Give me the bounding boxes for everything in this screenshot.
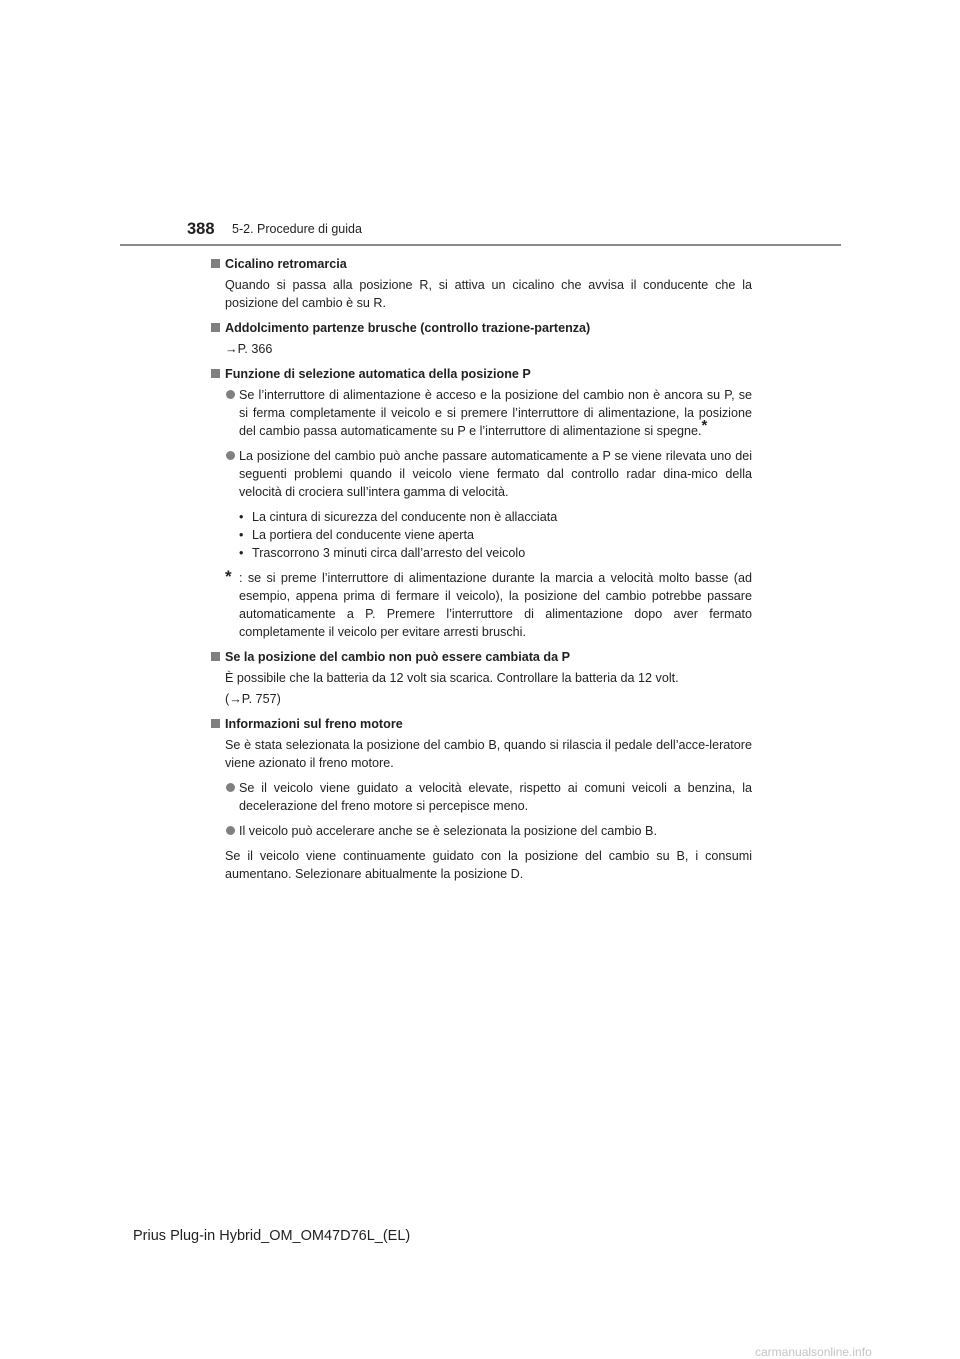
- list-item: • La cintura di sicurezza del conducente non è allacciata: [239, 508, 752, 526]
- bullet-item: Se il veicolo viene guidato a velocità elevate, rispetto ai comuni veicoli a benzina, la decelerazione del freno motore si percepisce meno.: [210, 779, 752, 815]
- bullet-text: Se l’interruttore di alimentazione è acceso e la posizione del cambio non è ancora su P, se si ferma completamente il veicolo e si premere l’interruttore di alimentazione, la posizione del cambio passa automaticamente su P e l’interruttore di alimentazione si spegne.: [239, 388, 752, 438]
- header-divider: [120, 244, 841, 246]
- paragraph-fuel-consumption: Se il veicolo viene continuamente guidato con la posizione del cambio su B, i consumi aumentano. Selezionare abitualmente la posizione D.: [225, 849, 752, 881]
- bullet-item: [210, 386, 752, 440]
- condition-list: [210, 508, 752, 562]
- watermark: carmanualsonline.info: [755, 1345, 872, 1359]
- list-item: • La portiera del conducente viene aperta: [239, 526, 752, 544]
- page-reference-link[interactable]: →P. 366: [225, 342, 273, 356]
- bullet-item: Il veicolo può accelerare anche se è selezionata la posizione del cambio B.: [210, 822, 752, 840]
- list-item: • Trascorrono 3 minuti circa dall’arresto del veicolo: [239, 544, 752, 562]
- page-content: [210, 255, 752, 890]
- footnote: [210, 569, 752, 641]
- footnote-marker: *: [701, 417, 708, 434]
- page-reference-link[interactable]: (→P. 757): [225, 692, 281, 706]
- paragraph-shift-from-p: È possibile che la batteria da 12 volt sia scarica. Controllare la batteria da 12 volt.: [225, 671, 679, 685]
- footnote-marker: *: [225, 567, 232, 586]
- heading-engine-brake: Informazioni sul freno motore: [210, 715, 752, 733]
- footer-manual-code: Prius Plug-in Hybrid_OM_OM47D76L_(EL): [133, 1228, 411, 1244]
- section-title: 5-2. Procedure di guida: [232, 222, 362, 236]
- heading-auto-p-selection: Funzione di selezione automatica della posizione P: [210, 365, 752, 383]
- heading-reverse-buzzer: Cicalino retromarcia: [210, 255, 752, 273]
- bullet-item: La posizione del cambio può anche passare automaticamente a P se viene rilevata uno dei seguenti problemi quando il veicolo viene fermato dal controllo radar dina-mico della velocità di crociera sull’intera gamma di velocità.: [210, 447, 752, 501]
- paragraph-engine-brake: Se è stata selezionata la posizione del cambio B, quando si rilascia il pedale dell’acce-leratore viene azionato il freno motore.: [225, 738, 752, 770]
- heading-launch-control: Addolcimento partenze brusche (controllo trazione-partenza): [210, 319, 752, 337]
- heading-shift-from-p: Se la posizione del cambio non può essere cambiata da P: [210, 648, 752, 666]
- footnote-text: : se si preme l’interruttore di alimentazione durante la marcia a velocità molto basse (ad esempio, appena prima di fermare il veicolo), la posizione del cambio potrebbe passare automaticamente a P. Premere l’interruttore di alimentazione dopo aver fermato completamente il veicolo per evitare arresti bruschi.: [239, 571, 752, 639]
- page-number: 388: [187, 220, 215, 238]
- paragraph-reverse-buzzer: Quando si passa alla posizione R, si attiva un cicalino che avvisa il conducente che la posizione del cambio è su R.: [225, 278, 752, 310]
